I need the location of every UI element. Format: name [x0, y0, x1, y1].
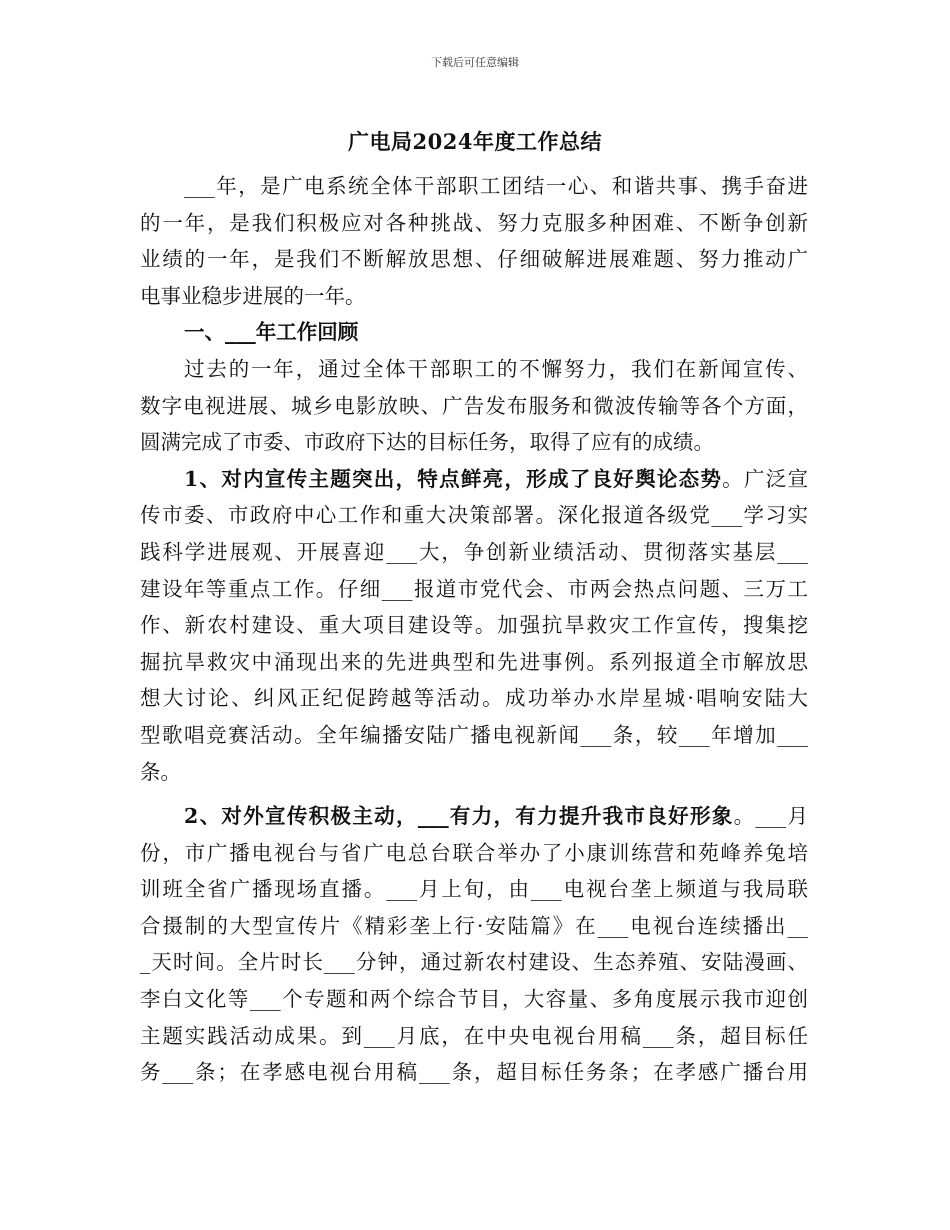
text-line: 条。	[140, 759, 181, 784]
paragraph-item-1	[140, 461, 808, 790]
text-line: 业绩的一年，是我们不断解放思想、仔细破解进展难题、努力推动广	[140, 247, 808, 272]
text-line: 份，市广播电视台与省广电总台联合举办了小康训练营和苑峰养兔培	[140, 840, 808, 865]
text-line	[140, 798, 808, 835]
text-line: 合摄制的大型宣传片《精彩垄上行·安陆篇》在___电视台连续播出__	[140, 913, 808, 938]
text-line: 作、新农村建设、重大项目建设等。加强抗旱救灾工作宣传，搜集挖	[140, 613, 808, 638]
text-line: 践科学进展观、开展喜迎___大，争创新业绩活动、贯彻落实基层___	[140, 539, 808, 564]
header-note: 下载后可任意编辑	[431, 56, 519, 69]
text-line: 的一年，是我们积极应对各种挑战、努力克服多种困难、不断争创新	[140, 210, 808, 235]
text-line: 过去的一年，通过全体干部职工的不懈努力，我们在新闻宣传、	[184, 356, 808, 381]
text-line: _天时间。全片时长___分钟，通过新农村建设、生态养殖、安陆漫画、	[140, 950, 808, 975]
paragraph-gap	[140, 790, 808, 798]
text-line: ___年，是广电系统全体干部职工团结一心、和谐共事、携手奋进	[184, 174, 808, 198]
paragraph-review	[140, 351, 808, 461]
text-line: 务___条；在孝感电视台用稿___条，超目标任务条；在孝感广播台用	[140, 1060, 808, 1085]
text-line	[140, 461, 808, 498]
text-line: 型歌唱竞赛活动。全年编播安陆广播电视新闻___条，较___年增加___	[140, 722, 808, 747]
text-line: 建设年等重点工作。仔细___报道市党代会、市两会热点问题、三万工	[140, 576, 808, 601]
item-lead-rest: 。广泛宣	[722, 466, 809, 491]
text-line: 主题实践活动成果。到___月底，在中央电视台用稿___条，超目标任	[140, 1023, 808, 1048]
paragraph-intro	[140, 168, 808, 314]
item-lead-rest: 。___月	[733, 804, 809, 829]
text-line: 掘抗旱救灾中涌现出来的先进典型和先进事例。系列报道全市解放思	[140, 649, 808, 674]
section-heading: 一、___年工作回顾	[184, 320, 359, 345]
document-body	[140, 168, 808, 1091]
paragraph-item-2	[140, 798, 808, 1091]
text-line: 圆满完成了市委、市政府下达的目标任务，取得了应有的成绩。	[140, 430, 714, 455]
text-line: 传市委、市政府中心工作和重大决策部署。深化报道各级党___学习实	[140, 503, 808, 528]
text-line: 李白文化等___个专题和两个综合节目，大容量、多角度展示我市迎创	[140, 987, 808, 1012]
text-line: 想大讨论、纠风正纪促跨越等活动。成功举办水岸星城·唱响安陆大	[140, 686, 808, 711]
item-lead-bold: 2、对外宣传积极主动，___有力，有力提升我市良好形象	[184, 804, 734, 829]
document-title: 广电局2024年度工作总结	[348, 129, 602, 154]
item-lead-bold: 1、对内宣传主题突出，特点鲜亮，形成了良好舆论态势	[184, 466, 723, 491]
text-line: 电事业稳步进展的一年。	[140, 283, 366, 308]
text-line: 训班全省广播现场直播。___月上旬，由___电视台垄上频道与我局联	[140, 877, 808, 902]
text-line: 数字电视进展、城乡电影放映、广告发布服务和微波传输等各个方面，	[140, 393, 808, 418]
